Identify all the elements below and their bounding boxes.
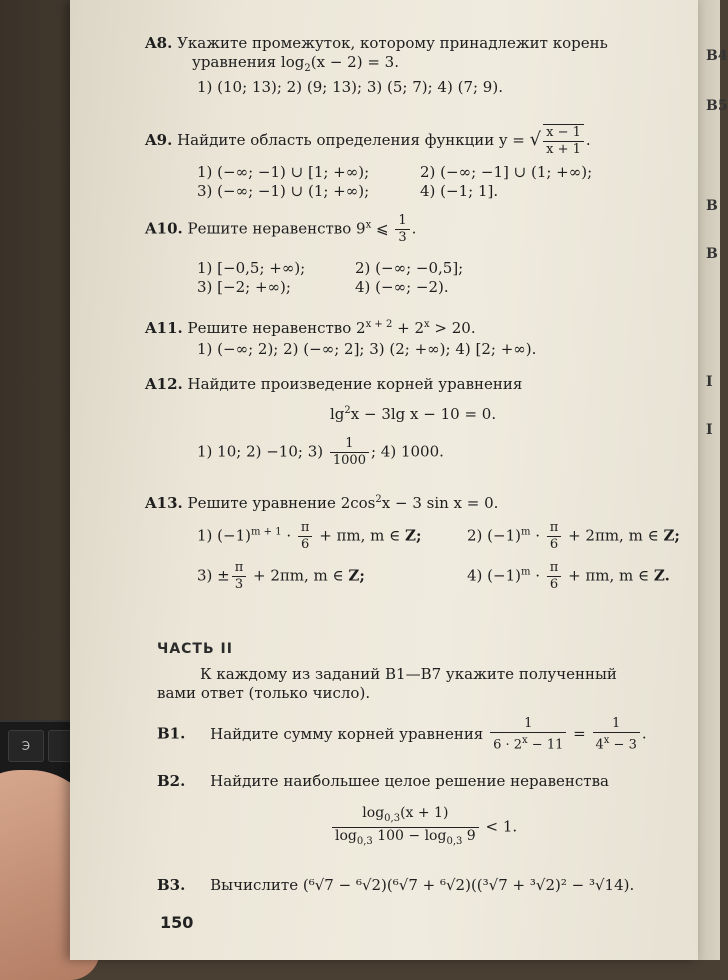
task-text: Найдите произведение корней уравнения (187, 375, 523, 393)
sqrt-sign: √ (529, 129, 542, 150)
sqrt-fraction (543, 124, 584, 158)
inequality (330, 805, 517, 850)
option: ; 4) 1000. (370, 442, 444, 461)
option: 1) 10; 2) −10; 3) (197, 442, 324, 461)
denominator (490, 733, 566, 753)
task-a11-options: 1) (−∞; 2); 2) (−∞; 2]; 3) (2; +∞); 4) [2; +∞). (197, 340, 537, 358)
task-text: Решите неравенство 9 (187, 219, 366, 238)
task-label: B3. (157, 876, 186, 894)
task-text: уравнения log (192, 53, 305, 71)
punct: . (411, 219, 417, 238)
next-page-label: I (706, 374, 713, 390)
task-label: B1. (157, 724, 186, 743)
den-part: 9 (462, 827, 476, 844)
task-label: A11. (145, 319, 183, 337)
next-page-label: B5 (706, 98, 728, 114)
subscript: 0,3 (356, 835, 373, 847)
superscript: x (424, 319, 430, 330)
set-z: Z; (405, 526, 422, 545)
next-page-label: B4 (706, 48, 728, 64)
option: 1) [−0,5; +∞); (197, 259, 306, 277)
subscript: 0,3 (446, 835, 463, 847)
fraction (593, 716, 640, 753)
numerator: 1 (330, 436, 369, 453)
task-text: Укажите промежуток, которому принадлежит корень (177, 34, 608, 52)
den-part: 6 · 2 (493, 737, 523, 753)
numerator: π (298, 520, 313, 537)
set-z: Z; (663, 526, 680, 545)
task-text: Найдите сумму корней уравнения (210, 724, 484, 743)
denominator: 1000 (332, 453, 366, 468)
opt-part: 3) ± (197, 566, 230, 585)
fraction (332, 805, 479, 850)
subscript: 0,3 (384, 812, 401, 824)
option: 3) [−2; +∞); (197, 278, 291, 296)
task-a9 (145, 124, 591, 158)
keyboard-key: Э (8, 730, 44, 762)
denominator (593, 733, 640, 753)
task-b1 (157, 716, 647, 753)
task-label: A12. (145, 375, 183, 393)
task-text: Найдите наибольшее целое решение неравенства (210, 772, 609, 790)
relation: ⩽ (376, 219, 389, 238)
num-part: log (362, 805, 385, 821)
option: 3) (−∞; −1) ∪ (1; +∞); (197, 182, 370, 200)
numerator (332, 805, 479, 828)
task-b3 (157, 876, 634, 895)
task-a11 (145, 315, 476, 338)
superscript: m (520, 566, 531, 578)
option: 2) (−∞; −0,5]; (355, 259, 464, 277)
fraction (490, 716, 566, 753)
denominator: 6 (549, 537, 559, 552)
section-title: ЧАСТЬ II (157, 641, 233, 657)
punct: . (641, 724, 647, 743)
option (467, 560, 670, 593)
fraction (395, 213, 409, 246)
denominator: x + 1 (546, 142, 581, 157)
task-text: x − 3 sin x = 0. (381, 494, 499, 512)
superscript: x (603, 735, 610, 746)
task-a13 (145, 490, 498, 513)
subscript: 2 (304, 63, 311, 74)
option: 4) (−∞; −2). (355, 278, 449, 296)
task-label: A10. (145, 219, 183, 238)
option: 4) (−1; 1]. (420, 182, 499, 200)
denominator: 6 (549, 577, 559, 592)
fraction (232, 560, 247, 593)
opt-part: 2) (−1) (467, 526, 521, 545)
superscript: x (365, 219, 372, 231)
option: 2) (−∞; −1] ∪ (1; +∞); (420, 163, 593, 181)
option (197, 560, 365, 593)
fraction (330, 436, 369, 469)
opt-part: · (530, 526, 545, 545)
task-a12-options (197, 436, 444, 469)
task-text: Найдите область определения функции y = (177, 131, 525, 149)
fraction (547, 520, 562, 553)
opt-part: + πm, m ∈ (314, 526, 406, 545)
task-b2 (157, 772, 609, 791)
task-a12 (145, 375, 522, 394)
task-text: Вычислите (⁶√7 − ⁶√2)(⁶√7 + ⁶√2)((³√7 + ³√2)² − ³√14). (210, 876, 635, 894)
equation (330, 401, 496, 424)
next-page-label: I (706, 422, 713, 438)
task-text: Решите неравенство 2 (187, 319, 366, 337)
task-label: A9. (145, 131, 173, 149)
task-text: + 2 (392, 319, 425, 337)
eq-part: lg (330, 405, 345, 423)
option (467, 520, 680, 553)
task-label: B2. (157, 772, 186, 790)
numerator: 1 (490, 716, 566, 733)
opt-part: + πm, m ∈ (563, 566, 654, 585)
numerator: π (232, 560, 247, 577)
set-z: Z; (348, 566, 365, 585)
opt-part: · (281, 526, 296, 545)
task-a10 (145, 213, 416, 246)
equals: = (573, 724, 586, 743)
superscript: m + 1 (250, 526, 282, 538)
next-page-label: B (706, 198, 718, 214)
opt-part: 1) (−1) (197, 526, 251, 545)
numerator: 1 (593, 716, 640, 733)
superscript: 2 (344, 405, 351, 416)
task-text: > 20. (429, 319, 476, 337)
task-text: (x − 2) = 3. (310, 53, 399, 71)
opt-part: + 2πm, m ∈ (248, 566, 349, 585)
task-text: Решите уравнение 2cos (187, 494, 376, 512)
superscript: x (522, 735, 528, 746)
numerator: π (547, 520, 562, 537)
superscript: 2 (375, 494, 382, 505)
section-intro: К каждому из заданий B1—B7 укажите полученный (200, 665, 617, 683)
task-label: A8. (145, 34, 173, 52)
den-part: 100 − log (372, 827, 447, 844)
den-part: − 11 (527, 737, 564, 753)
num-part: (x + 1) (400, 805, 449, 821)
fraction (298, 520, 313, 553)
opt-part: · (530, 566, 545, 585)
option (197, 520, 422, 553)
denominator: 3 (398, 230, 407, 245)
opt-part: 4) (−1) (467, 566, 521, 585)
next-page-label: B (706, 246, 718, 262)
denominator: 6 (301, 537, 310, 552)
section-intro: вами ответ (только число). (157, 684, 371, 702)
task-a8 (145, 34, 608, 53)
task-a8-line2 (192, 53, 399, 78)
superscript: x + 2 (365, 319, 393, 330)
numerator: x − 1 (543, 125, 584, 142)
eq-part: x − 3lg x − 10 = 0. (350, 405, 497, 423)
superscript: m (520, 526, 531, 538)
task-label: A13. (145, 494, 183, 512)
punct: . (585, 131, 591, 149)
page-number: 150 (160, 913, 194, 932)
denominator (332, 828, 479, 850)
den-part: 4 (595, 737, 604, 753)
task-a8-options: 1) (10; 13); 2) (9; 13); 3) (5; 7); 4) (7; 9). (197, 78, 503, 96)
option: 1) (−∞; −1) ∪ [1; +∞); (197, 163, 370, 181)
denominator: 3 (234, 577, 244, 592)
numerator: π (547, 560, 562, 577)
den-part: log (335, 827, 357, 844)
opt-part: + 2πm, m ∈ (563, 526, 664, 545)
den-part: − 3 (609, 737, 637, 753)
fraction (547, 560, 562, 593)
relation: < 1. (485, 817, 518, 836)
set-z: Z. (653, 566, 670, 585)
numerator: 1 (395, 213, 409, 230)
